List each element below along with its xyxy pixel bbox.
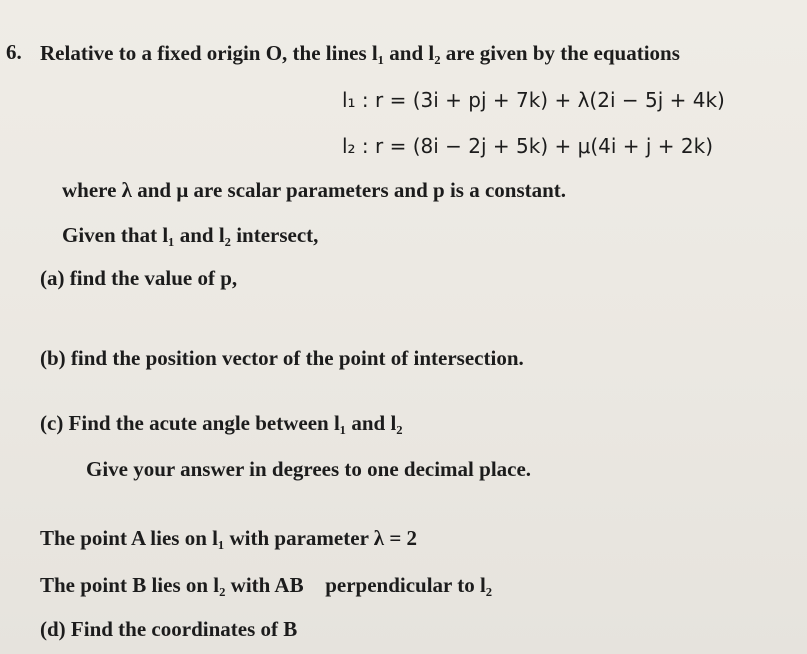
- point-b-statement: The point B lies on l₂ with AB⃗ perpendicular to l₂: [40, 573, 493, 597]
- part-a: (a) find the value of p,: [40, 266, 238, 290]
- equation-l2: l₂ : r = (8i − 2j + 5k) + μ(4i + j + 2k): [342, 134, 714, 158]
- part-c-instruction: Give your answer in degrees to one decimal place.: [86, 457, 532, 481]
- given-statement: Given that l₁ and l₂ intersect,: [62, 223, 319, 247]
- part-d: (d) Find the coordinates of B: [40, 617, 298, 641]
- equation-l1: l₁ : r = (3i + pj + 7k) + λ(2i − 5j + 4k): [342, 88, 725, 112]
- part-c: (c) Find the acute angle between l₁ and l₂: [40, 411, 403, 435]
- point-a-statement: The point A lies on l₁ with parameter λ = 2: [40, 526, 418, 550]
- question-number: 6.: [6, 40, 22, 64]
- parameter-description: where λ and μ are scalar parameters and p is a constant.: [62, 178, 567, 202]
- part-b: (b) find the position vector of the point of intersection.: [40, 346, 524, 370]
- question-intro: Relative to a fixed origin O, the lines l₁ and l₂ are given by the equations: [40, 41, 680, 65]
